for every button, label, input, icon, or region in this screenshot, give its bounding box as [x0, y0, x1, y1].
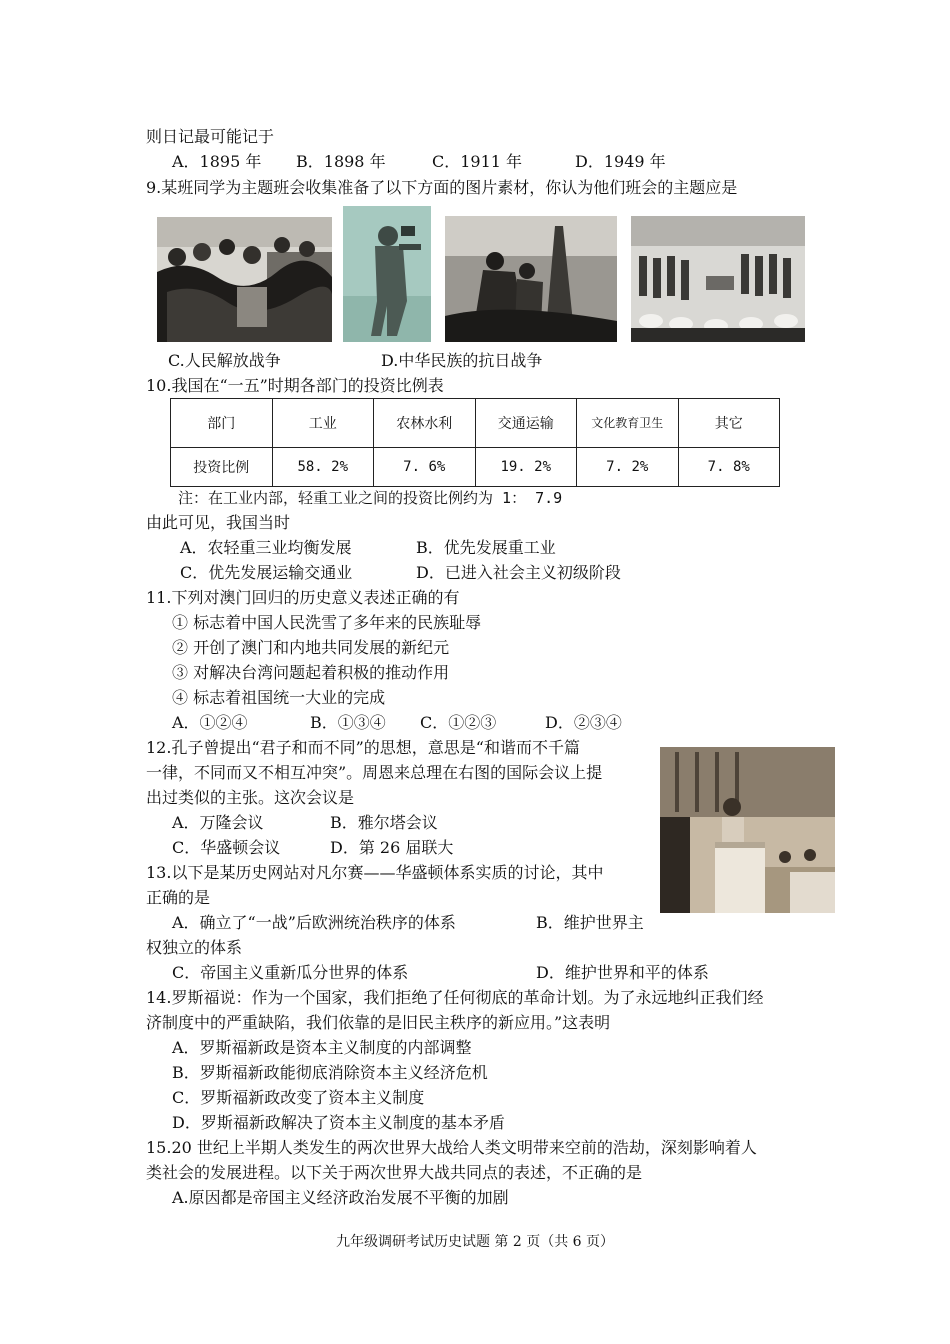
q14-option-a: A．罗斯福新政是资本主义制度的内部调整 [172, 1038, 472, 1057]
q15-stem-line-1: 15.20 世纪上半期人类发生的两次世界大战给人类文明带来空前的浩劫，深刻影响着人 [146, 1138, 757, 1157]
q15-option-a: A.原因都是帝国主义经济政治发展不平衡的加剧 [172, 1188, 509, 1207]
page-footer: 九年级调研考试历史试题 第 2 页（共 6 页） [335, 1234, 615, 1250]
table-header-row [171, 399, 780, 448]
q14-stem-line-1: 14.罗斯福说：作为一个国家，我们拒绝了任何彻底的革命计划。为了永远地纠正我们经 [146, 988, 764, 1007]
q12-stem-line-1: 12.孔子曾提出“君子和而不同”的思想，意思是“和谐而不千篇 [146, 738, 580, 757]
q14-option-b: B．罗斯福新政能彻底消除资本主义经济危机 [172, 1063, 488, 1082]
q10-option-c: C．优先发展运输交通业 [180, 563, 353, 582]
q12-stem-line-3: 出过类似的主张。这次会议是 [146, 788, 355, 807]
q13-option-b-continued: 权独立的体系 [146, 938, 243, 957]
q12-stem-line-2: 一律，不同而又不相互冲突”。周恩来总理在右图的国际会议上提 [146, 763, 603, 782]
q8-option-a: A．1895 年 [172, 152, 262, 171]
table-header-cell: 其它 [678, 399, 780, 448]
q11-item-2: ② 开创了澳门和内地共同发展的新纪元 [172, 638, 450, 657]
q8-option-c: C．1911 年 [432, 152, 523, 171]
q11-option-d: D．②③④ [545, 713, 622, 732]
q11-item-3: ③ 对解决台湾问题起着积极的推动作用 [172, 663, 450, 682]
q9-photo-crowd [157, 217, 332, 342]
q13-option-a: A．确立了“一战”后欧洲统治秩序的体系 [172, 913, 456, 932]
q11-item-4: ④ 标志着祖国统一大业的完成 [172, 688, 386, 707]
q10-stem: 10.我国在“一五”时期各部门的投资比例表 [146, 376, 444, 395]
table-cell: 7. 8% [678, 448, 780, 487]
q15-stem-line-2: 类社会的发展进程。以下关于两次世界大战共同点的表述，不正确的是 [146, 1163, 643, 1182]
q8-stem-tail: 则日记最可能记于 [146, 127, 275, 146]
q8-option-b: B．1898 年 [296, 152, 386, 171]
q10-note: 注：在工业内部，轻重工业之间的投资比例约为 1： 7.9 [178, 489, 563, 507]
table-header-cell: 部门 [171, 399, 273, 448]
q9-photo-surrender-ceremony [631, 216, 805, 342]
q12-option-b: B．雅尔塔会议 [330, 813, 438, 832]
q13-stem-line-2: 正确的是 [146, 888, 211, 907]
q9-photo-battle [445, 216, 617, 342]
q13-option-d: D．维护世界和平的体系 [536, 963, 709, 982]
q10-option-b: B．优先发展重工业 [416, 538, 556, 557]
table-cell: 7. 6% [374, 448, 476, 487]
q8-option-d: D．1949 年 [575, 152, 666, 171]
q13-option-c: C．帝国主义重新瓜分世界的体系 [172, 963, 409, 982]
q13-stem-line-1: 13.以下是某历史网站对凡尔赛——华盛顿体系实质的讨论，其中 [146, 863, 604, 882]
q9-photo-soldier [343, 206, 431, 342]
q13-option-b: B．维护世界主 [536, 913, 644, 932]
table-header-cell: 工业 [272, 399, 374, 448]
table-header-cell: 农林水利 [374, 399, 476, 448]
q10-lead: 由此可见，我国当时 [146, 513, 291, 532]
q11-item-1: ① 标志着中国人民洗雪了多年来的民族耻辱 [172, 613, 482, 632]
table-row-label: 投资比例 [171, 448, 273, 487]
q10-option-a: A．农轻重三业均衡发展 [180, 538, 352, 557]
table-row [171, 448, 780, 487]
q12-option-a: A．万隆会议 [172, 813, 264, 832]
q11-option-c: C．①②③ [420, 713, 497, 732]
q14-stem-line-2: 济制度中的严重缺陷，我们依靠的是旧民主秩序的新应用。”这表明 [146, 1013, 611, 1032]
investment-table [170, 398, 780, 487]
table-cell: 58. 2% [272, 448, 374, 487]
q11-option-a: A．①②④ [172, 713, 248, 732]
table-cell: 19. 2% [475, 448, 577, 487]
q14-option-c: C．罗斯福新政改变了资本主义制度 [172, 1088, 425, 1107]
q9-option-d: D.中华民族的抗日战争 [381, 351, 543, 370]
table-header-cell: 交通运输 [475, 399, 577, 448]
q11-stem: 11.下列对澳门回归的历史意义表述正确的有 [146, 588, 460, 607]
q14-option-d: D．罗斯福新政解决了资本主义制度的基本矛盾 [172, 1113, 505, 1132]
q9-stem: 9.某班同学为主题班会收集准备了以下方面的图片素材，你认为他们班会的主题应是 [146, 178, 738, 197]
q12-option-d: D．第 26 届联大 [330, 838, 454, 857]
q9-option-c: C.人民解放战争 [168, 351, 281, 370]
q11-option-b: B．①③④ [310, 713, 386, 732]
table-header-cell: 文化教育卫生 [577, 399, 679, 448]
q12-option-c: C．华盛顿会议 [172, 838, 281, 857]
q10-option-d: D．已进入社会主义初级阶段 [416, 563, 621, 582]
q12-photo-conference-speech [660, 747, 835, 913]
table-cell: 7. 2% [577, 448, 679, 487]
